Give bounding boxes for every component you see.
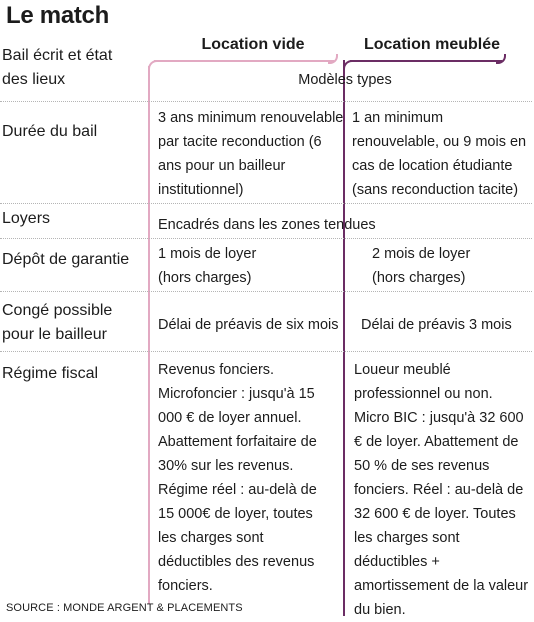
- row-label-depot: Dépôt de garantie: [2, 251, 130, 268]
- cell-conge-vide: Délai de préavis de six mois: [158, 317, 339, 333]
- row-label-conge: Congé possible pour le bailleur: [2, 302, 113, 343]
- column-line-vide: [148, 66, 150, 604]
- row-label-loyers: Loyers: [2, 210, 51, 227]
- row-label-regime: Régime fiscal: [2, 365, 99, 382]
- row-separator: [0, 101, 532, 102]
- column-bracket-end-vide: [328, 54, 338, 64]
- row-label-duree: Durée du bail: [2, 123, 98, 140]
- column-bracket-meublee: [350, 60, 502, 62]
- column-header-location-meublee: Location meublée: [363, 36, 501, 53]
- cell-duree-meublee: 1 an minimum renouvelable, ou 9 mois en cas de location étudiante (sans reconduction tacite): [352, 110, 527, 198]
- cell-regime-vide: Revenus fonciers. Microfoncier : jusqu'à 15 000 € de loyer annuel. Abattement forfaitaire de 30% sur les revenus. Régime réel : au-delà de 15 000€ de loyer, toutes les charges sont déductibles des revenus fonciers.: [158, 362, 317, 594]
- cell-conge-meublee: Délai de préavis 3 mois: [361, 317, 512, 333]
- row-separator: [0, 351, 532, 352]
- source-note: SOURCE : MONDE ARGENT & PLACEMENTS: [6, 602, 243, 614]
- cell-regime-meublee: Loueur meublé professionnel ou non. Micro BIC : jusqu'à 32 600 € de loyer. Abattement de 50 % de ses revenus fonciers. Réel : au-delà de 32 600 € de loyer. Toutes les charges sont déductibles + amortissement de la valeur du bien.: [354, 362, 529, 618]
- cell-loyers-common: Encadrés dans les zones tendues: [158, 217, 376, 233]
- row-separator: [0, 291, 532, 292]
- cell-duree-vide: 3 ans minimum renouvelable par tacite reconduction (6 ans pour un bailleur institutionnel): [158, 110, 344, 198]
- cell-depot-vide: 1 mois de loyer (hors charges): [158, 246, 257, 286]
- row-label-bail: Bail écrit et état des lieux: [2, 47, 113, 88]
- row-separator: [0, 238, 532, 239]
- cell-bail-common: Modèles types: [298, 72, 392, 88]
- column-header-location-vide: Location vide: [201, 36, 305, 53]
- column-bracket-vide: [154, 60, 334, 62]
- cell-depot-meublee: 2 mois de loyer (hors charges): [372, 246, 471, 286]
- page-title: Le match: [6, 2, 109, 29]
- column-bracket-end-meublee: [496, 54, 506, 64]
- row-separator: [0, 203, 532, 204]
